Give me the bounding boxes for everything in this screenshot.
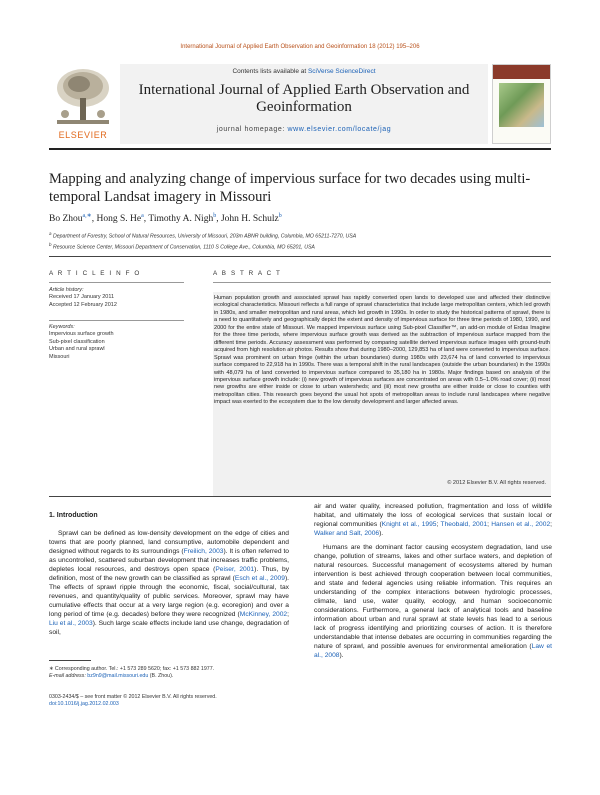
affiliation-mark: a (49, 231, 52, 236)
citation-link[interactable]: McKinney, 2002 (239, 611, 288, 619)
corresponding-author-note: ∗ Corresponding author. Tel.: +1 573 289 5620; fax: +1 573 882 1977. (49, 666, 215, 672)
paragraph-text: ; (287, 611, 289, 619)
author-name: Timothy A. Nigh (148, 214, 214, 225)
paragraph-text: air and water quality, increased pollution, fragmentation and loss of wildlife habitat, and ultimately the loss of ecological services that sustain local or regional communities ( (314, 503, 552, 529)
paragraph-text: Humans are the dominant factor causing ecosystem degradation, land use change, pollution of streams, lakes and other surface waters, and depletion of natural resources. Successful management of ecosystems altered by human intervention is best achieved through cooperation between local communities, and state and federal agencies using reliable information. This requires an understanding of the complex interactions between hydrologic processes, climate, land use, water quality, ecology, and human socioeconomic considerations. Furthermore, a general lack of analytical tools and baseline information about urban and rural sprawl at state levels has lead to a serious lack of progress identifying and prioritizing courses of action. It is therefore understandable that intense debates are occurring in communities regarding the nature of sprawl, and possible avenues for environmental amelioration ( (314, 544, 552, 651)
citation-link[interactable]: Theobald, 2001 (440, 521, 488, 529)
journal-title: International Journal of Applied Earth Observation and Geoinformation (138, 82, 470, 115)
elsevier-logo[interactable] (49, 64, 117, 144)
contents-prefix: Contents lists available at (232, 68, 308, 75)
article-info-label: A R T I C L E I N F O (49, 270, 141, 277)
author-name: John H. Schulz (220, 214, 279, 225)
email-suffix: (B. Zhou). (148, 673, 174, 679)
keywords-rule (49, 320, 184, 321)
intro-paragraph (49, 529, 289, 637)
homepage-link[interactable]: www.elsevier.com/locate/jag (287, 126, 392, 133)
affiliation-text: Resource Science Center, Missouri Department of Conservation, 1110 S College Ave., Columbia, MO 65201, USA (51, 244, 315, 251)
affiliation-line (49, 230, 551, 241)
paragraph-text: Sprawl can be defined as low-density development on the edge of cities and towns that are poorly planned, land consumptive, automobile dependent and designed without regards to its surroundings ( (49, 530, 289, 556)
affiliations (49, 230, 551, 251)
issn-line: 0303-2434/$ – see front matter © 2012 Elsevier B.V. All rights reserved. (49, 694, 217, 700)
footnote-divider (49, 660, 91, 661)
received-date: Received 17 January 2011 (49, 294, 115, 301)
journal-reference[interactable]: International Journal of Applied Earth Observation and Geoinformation 18 (2012) 195–206 (180, 44, 420, 50)
body-column-right (314, 502, 552, 660)
author-affiliation-mark[interactable]: a (141, 213, 144, 219)
email-label: E-mail address: (49, 673, 88, 679)
keywords-block (49, 324, 184, 361)
author-affiliation-mark[interactable]: a,∗ (82, 213, 92, 219)
author-name: Bo Zhou (49, 214, 83, 225)
keywords-heading: Keywords: (49, 324, 75, 330)
email-note (49, 673, 299, 680)
contents-line (120, 68, 488, 75)
issn-doi-block (49, 694, 299, 709)
paragraph-text: ; (550, 521, 552, 529)
keyword-item: Sub-pixel classification (49, 338, 105, 345)
body-column-left (49, 529, 289, 637)
author-separator: , (143, 214, 149, 225)
abstract-bottom-divider (49, 496, 551, 497)
citation-link[interactable]: Liu et al., 2003 (49, 620, 93, 628)
footnote (49, 666, 299, 680)
article-history-heading: Article history: (49, 287, 84, 293)
journal-cover-thumbnail[interactable] (492, 64, 551, 144)
author-separator: , (216, 214, 221, 225)
abstract-rule (213, 282, 551, 283)
affiliation-text: Department of Forestry, School of Natural Resources, University of Missouri, 203m ABNR building, Columbia, MO 65211-7270, USA (51, 233, 357, 240)
keyword-item: Urban and rural sprawl (49, 346, 105, 353)
citation-link[interactable]: Esch et al., 2009 (234, 575, 285, 583)
paragraph-text: ; (487, 521, 492, 529)
abstract-text: Human population growth and associated sprawl has rapidly converted open lands to developed use and affected their distinctive ecological characteristics. Missouri reflects a full range of sprawl characteristics that include large metropolitan centers, which led growth in 1980s, and smaller metropolitan and rural areas, which led growth in 1990s. In order to study the historical patterns of sprawl, there is a need to quantitatively and geographically depict the extent and density of impervious surface for three time periods of 1980, 1990, and 2000 for the entire state of Missouri. We mapped impervious surface using Sub-pixel Classifier™, an add-on module of Erdas Imagine for the three time periods, where impervious surface growth was derived as the subtraction of impervious surface mapped from the different time periods. Accuracy assessment was performed by comparing satellite derived impervious surface images with ground-truth acquired from high resolution air photos. Results show that during 1980–2000, 129,853 ha of land were converted to impervious surface. Sprawl was prominent on urban fringe (within the urban boundaries) during 1980s with 23,674 ha of land converted to impervious surface compared to 22,918 ha in 1990s. There was a temporal shift in the rural landscapes (outside the urban boundaries) in the 1990s with 48,079 ha of land converted to impervious surface compared to 35,180 ha in 1980s. Major findings based on analysis of the impervious surface growth include: (i) new growth of impervious surfaces are concentrated on areas with 0.5–1.0% road cover; (ii) most new growths are either inside or close to urban watersheds; and (iii) most new growths are either inside or close to counties with metropolitan cities. This research goes beyond the usual hot spots of metropolitan areas to include rural landscapes where negative impact was exerted to the ecosystem due to the low density development and larger affected areas. (214, 295, 550, 406)
author-email-link[interactable]: bz9n9@mail.missouri.edu (87, 673, 149, 679)
publisher-name: ELSEVIER (58, 130, 108, 140)
sciencedirect-link[interactable]: SciVerse ScienceDirect (307, 68, 376, 75)
intro-paragraph (314, 502, 552, 538)
paragraph-text: ; (436, 521, 441, 529)
title-divider (49, 256, 551, 257)
keyword-item: Impervious surface growth (49, 331, 114, 338)
citation-link[interactable]: Freilich, 2003 (183, 548, 224, 556)
accepted-date: Accepted 12 February 2012 (49, 301, 117, 308)
author-separator: , (91, 214, 97, 225)
keyword-item: Missouri (49, 353, 70, 360)
citation-link[interactable]: Knight et al., 1995 (381, 521, 437, 529)
paragraph-text: ). Such large scale effects include land use change, degradation of soil, (49, 620, 289, 637)
paragraph-text: ). (339, 652, 344, 660)
copyright-notice: © 2012 Elsevier B.V. All rights reserved. (447, 480, 546, 486)
homepage-line (120, 126, 488, 133)
cover-image (499, 83, 544, 127)
abstract-label: A B S T R A C T (213, 270, 282, 277)
cover-banner (493, 65, 550, 79)
intro-paragraph (314, 543, 552, 660)
citation-link[interactable]: Walker and Salt, 2006 (314, 530, 380, 538)
elsevier-tree-icon (49, 64, 117, 130)
affiliation-mark: b (49, 241, 52, 247)
paper-title: Mapping and analyzing change of impervious surface for two decades using multi-temporal Landsat imagery in Missouri (49, 171, 531, 205)
citation-link[interactable]: Law et al., 2008 (314, 643, 552, 660)
author-affiliation-mark[interactable]: b (278, 213, 282, 219)
paragraph-text: ). Thus, by definition, most of the new growth can be classified as sprawl ( (49, 566, 290, 583)
homepage-prefix: journal homepage: (216, 126, 288, 133)
author-name: Hong S. He (96, 214, 142, 225)
article-history (49, 287, 184, 309)
author-list (49, 212, 282, 224)
journal-masthead (49, 64, 551, 144)
journal-title-box (120, 64, 488, 144)
section-heading-introduction: 1. Introduction (49, 512, 98, 519)
paragraph-text: ). (379, 530, 384, 538)
header-divider (49, 148, 551, 150)
citation-link[interactable]: Hansen et al., 2002 (491, 521, 551, 529)
paragraph-text: ). The effects of sprawl ripple through the economic, fiscal, social/cultural, tax revenues, and quantity/quality of public services. Moreover, sprawl may have cumulative effects that occur at a very large region (e.g. ecoregion) and over a long period of time (e.g. decades) before they were recognized ( (49, 575, 289, 619)
paragraph-text: ). It is often referred to as uncontrolled, scattered suburban development that increases traffic problems, depletes local resources, and destroys open space ( (49, 548, 289, 574)
affiliation-line (49, 241, 551, 252)
article-info-rule (49, 282, 184, 283)
author-affiliation-mark[interactable]: b (213, 213, 217, 219)
citation-link[interactable]: Peiser, 2001 (215, 566, 255, 574)
doi-link[interactable]: doi:10.1016/j.jag.2012.02.003 (49, 701, 119, 708)
